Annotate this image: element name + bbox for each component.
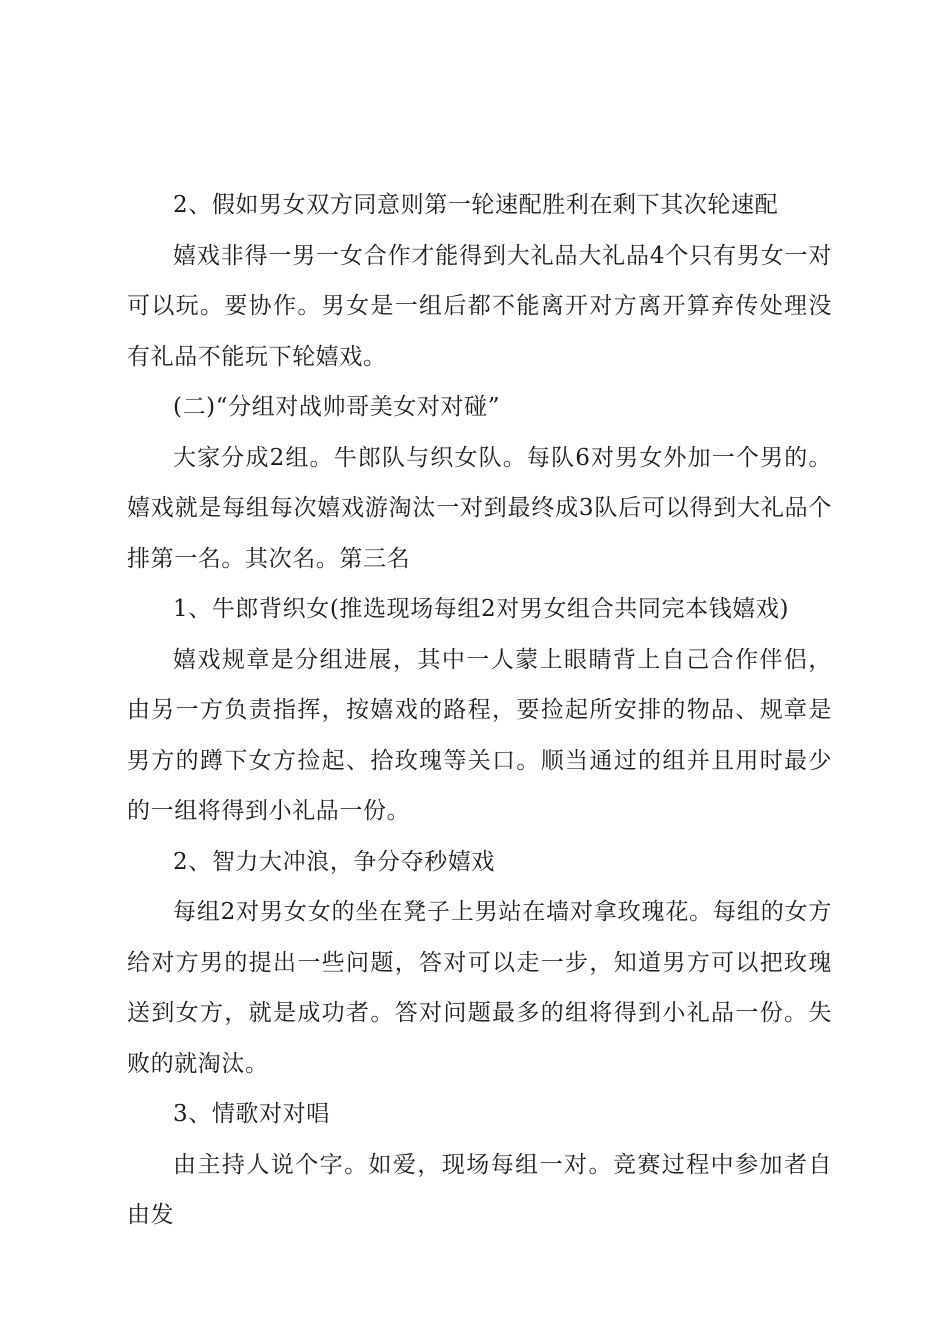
paragraph-team-split: 大家分成2组。牛郎队与织女队。每队6对男女外加一个男的。嬉戏就是每组每次嬉戏游淘汰一对到最终成3队后可以得到大礼品个排第一名。其次名。第三名	[127, 444, 832, 572]
document-body	[127, 180, 832, 1241]
paragraph-game-rules: 嬉戏非得一男一女合作才能得到大礼品大礼品4个只有男女一对可以玩。要协作。男女是一组后都不能离开对方离开算弃传处理没有礼品不能玩下轮嬉戏。	[127, 242, 832, 370]
paragraph-speed-dating-round-2: 2、假如男女双方同意则第一轮速配胜利在剩下其次轮速配	[173, 192, 779, 218]
paragraph-piggyback-rules: 嬉戏规章是分组进展，其中一人蒙上眼睛背上自己合作伴侣，由另一方负责指挥，按嬉戏的路程，要捡起所安排的物品、规章是男方的蹲下女方捡起、拾玫瑰等关口。顺当通过的组并且用时最少的一组将得到小礼品一份。	[127, 646, 832, 824]
paragraph-duet-rules: 由主持人说个字。如爱，现场每组一对。竞赛过程中参加者自由发	[127, 1151, 832, 1228]
item-heading-piggyback: 1、牛郎背织女(推选现场每组2对男女组合共同完本钱嬉戏)	[173, 596, 790, 622]
item-heading-duet: 3、情歌对对唱	[173, 1101, 330, 1127]
paragraph-quiz-rules: 每组2对男女女的坐在凳子上男站在墙对拿玫瑰花。每组的女方给对方男的提出一些问题，答对可以走一步，知道男方可以把玫瑰送到女方，就是成功者。答对问题最多的组将得到小礼品一份。失败的就淘汰。	[127, 899, 832, 1077]
section-heading-group-battle: (二)“分组对战帅哥美女对对碰”	[173, 394, 501, 420]
item-heading-quiz: 2、智力大冲浪，争分夺秒嬉戏	[173, 848, 496, 875]
